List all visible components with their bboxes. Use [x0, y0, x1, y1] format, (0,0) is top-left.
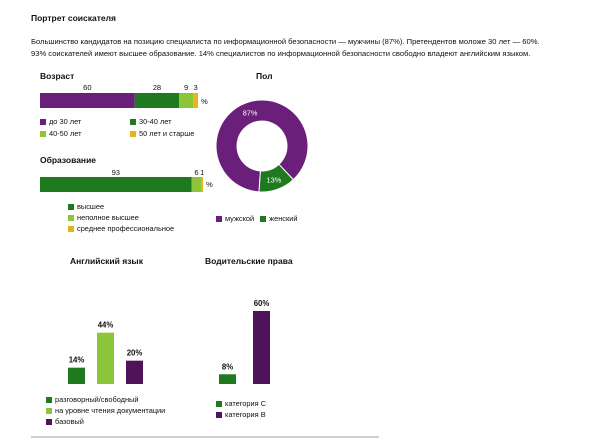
legend-label: категория С [225, 399, 267, 408]
education-section-title: Образование [40, 155, 97, 165]
legend-label: женский [269, 214, 298, 223]
legend-label: до 30 лет [49, 117, 82, 126]
age-legend [40, 116, 215, 139]
legend-swatch [40, 131, 46, 137]
legend-swatch [46, 397, 52, 403]
page-title: Портрет соискателя [31, 13, 116, 23]
legend-item-male [216, 213, 254, 224]
legend-swatch [68, 215, 74, 221]
english-value-label-2: 20% [126, 348, 143, 358]
legend-item-30-40 [130, 116, 220, 127]
legend-label: 40-50 лет [49, 129, 82, 138]
legend-label: на уровне чтения документации [55, 406, 166, 415]
education-legend [68, 201, 174, 234]
legend-item-basic [46, 416, 165, 427]
legend-swatch [46, 408, 52, 414]
english-legend [46, 394, 165, 427]
legend-swatch [40, 119, 46, 125]
education-percent-sign: % [206, 180, 213, 189]
age-bar-segment-2 [179, 93, 193, 108]
english-section-title: Английский язык [70, 256, 143, 266]
license-value-label-1: 60% [253, 299, 270, 308]
legend-swatch [68, 204, 74, 210]
legend-swatch [260, 216, 266, 222]
english-value-label-0: 14% [68, 355, 85, 365]
gender-section-title: Пол [256, 71, 273, 81]
legend-item-higher [68, 201, 174, 212]
legend-swatch [130, 119, 136, 125]
gender-slice-label-0: 87% [242, 108, 258, 118]
intro-line-1: Большинство кандидатов на позицию специалиста по информационной безопасности — мужчины (87%). Претендентов моложе 30 лет — 60%. [31, 37, 540, 46]
education-bar-value-label-1: 6 [194, 168, 199, 177]
education-bar-segment-0 [40, 177, 192, 192]
gender-legend [216, 213, 297, 224]
age-percent-sign: % [201, 97, 208, 106]
legend-item-category-c [216, 398, 266, 409]
age-section-title: Возраст [40, 71, 75, 81]
english-bar-2 [126, 361, 143, 384]
license-section-title: Водительские права [205, 256, 293, 266]
legend-item-female [260, 213, 297, 224]
legend-label: среднее профессиональное [77, 224, 175, 233]
legend-item-reading [46, 405, 165, 416]
legend-item-over-50 [130, 128, 220, 139]
education-bar-value-label-2: 1 [200, 168, 205, 177]
age-bar-value-label-2: 9 [184, 83, 189, 92]
legend-swatch [68, 226, 74, 232]
age-bar-value-label-0: 60 [83, 83, 92, 92]
license-bar-0 [219, 374, 236, 384]
legend-item-40-50 [40, 128, 130, 139]
legend-item-fluent [46, 394, 165, 405]
age-bar-segment-0 [40, 93, 135, 108]
english-bar-0 [68, 368, 85, 384]
age-bar-value-label-3: 3 [193, 83, 198, 92]
english-value-label-1: 44% [97, 320, 114, 330]
education-bar-value-label-0: 93 [111, 168, 121, 177]
legend-item-incomplete-higher [68, 212, 174, 223]
legend-label: категория В [225, 410, 266, 419]
legend-label: неполное высшее [77, 213, 139, 222]
intro-line-2: 93% соискателей имеют высшее образование. 14% специалистов по информационной безопасности свободно владеют английским языком. [31, 49, 531, 58]
legend-label: мужской [225, 214, 255, 223]
education-bar-segment-2 [201, 177, 203, 192]
gender-slice-label-1: 13% [266, 175, 282, 185]
license-bar-1 [253, 311, 270, 384]
legend-label: 50 лет и старше [139, 129, 195, 138]
legend-label: высшее [77, 202, 105, 211]
legend-swatch [130, 131, 136, 137]
legend-label: разговорный/свободный [55, 395, 139, 404]
age-bar-segment-3 [193, 93, 198, 108]
age-bar-value-label-1: 28 [152, 83, 162, 92]
footer-divider [31, 436, 379, 438]
age-bar-segment-1 [135, 93, 179, 108]
legend-item-under-30 [40, 116, 130, 127]
legend-swatch [216, 401, 222, 407]
education-bar-segment-1 [192, 177, 202, 192]
legend-label: 30-40 лет [139, 117, 172, 126]
english-bar-1 [97, 333, 114, 384]
legend-item-vocational [68, 223, 174, 234]
legend-swatch [46, 419, 52, 425]
license-value-label-0: 8% [221, 362, 234, 372]
license-legend [216, 398, 266, 420]
legend-swatch [216, 412, 222, 418]
legend-label: базовый [55, 417, 84, 426]
legend-swatch [216, 216, 222, 222]
legend-item-category-b [216, 409, 266, 420]
